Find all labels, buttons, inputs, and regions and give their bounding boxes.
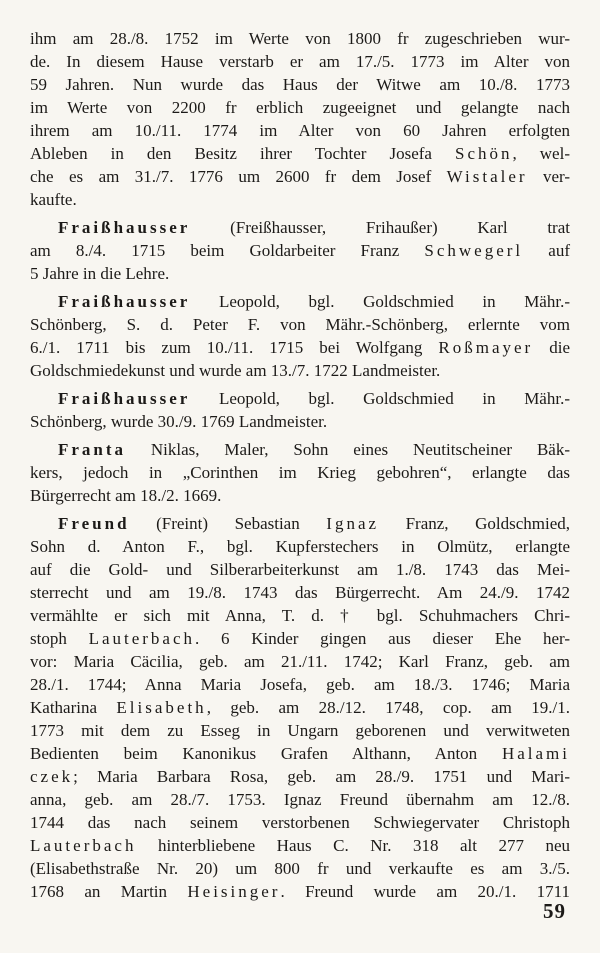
text-line [30, 535, 570, 558]
entry-headword: Fraißhausser [58, 218, 191, 237]
text-run: 59 Jahren. Nun wurde das Haus der Witwe am 10./8. 1773 [30, 75, 570, 94]
text-run: de. In diesem Hause verstarb er am 17./5. 1773 im Alter von [30, 52, 570, 71]
text-run: Franz, Goldschmied, [379, 514, 570, 533]
paragraph [30, 27, 570, 211]
text-run: kaufte. [30, 190, 77, 209]
text-run: (Elisabethstraße Nr. 20) um 800 fr und verkaufte es am 3./5. [30, 859, 570, 878]
text-line [30, 627, 570, 650]
text-run: (Freißhausser, Frihaußer) Karl trat [190, 218, 570, 237]
text-line [30, 581, 570, 604]
text-line [30, 880, 570, 903]
text-line [30, 512, 570, 535]
entry-headword: Franta [58, 440, 127, 459]
paragraph [30, 512, 570, 903]
page-number: 59 [543, 899, 566, 923]
text-line [30, 27, 570, 50]
text-run: auf die Gold- und Silberarbeiterkunst am 1./8. 1743 das Mei- [30, 560, 570, 579]
text-run: (Freint) Sebastian [129, 514, 327, 533]
text-line [30, 290, 570, 313]
text-line [30, 788, 570, 811]
entry-headword: Fraißhausser [58, 389, 191, 408]
text-run: Goldschmiedekunst und wurde am 13./7. 1722 Landmeister. [30, 361, 441, 380]
text-run: ihm am 28./8. 1752 im Werte von 1800 fr zugeschrieben wur- [30, 29, 570, 48]
paragraph [30, 290, 570, 382]
text-run: im Werte von 2200 fr erblich zugeeignet und gelangte nach [30, 98, 570, 117]
text-run: 6./1. 1711 bis zum 10./11. 1715 bei Wolfgang [30, 338, 439, 357]
text-run: , wel- [512, 144, 570, 163]
text-run: vermählte er sich mit Anna, T. d. † bgl. Schuhmachers Chri- [30, 606, 570, 625]
text-run: Ableben in den Besitz ihrer Tochter Josefa [30, 144, 455, 163]
text-line [30, 673, 570, 696]
text-run: . 6 Kinder gingen aus dieser Ehe her- [195, 629, 570, 648]
paragraph [30, 438, 570, 507]
text-line [30, 719, 570, 742]
text-run: ihrem am 10./11. 1774 im Alter von 60 Jahren erfolgten [30, 121, 570, 140]
text-run: Niklas, Maler, Sohn eines Neutitscheiner Bäk- [126, 440, 570, 459]
text-run: stoph [30, 629, 89, 648]
text-line [30, 188, 570, 211]
text-line [30, 387, 570, 410]
text-run: ver- [527, 167, 571, 186]
page-text-block [30, 27, 570, 903]
text-run: vor: Maria Cäcilia, geb. am 21./11. 1742; Karl Franz, geb. am [30, 652, 570, 671]
text-run: . Freund wurde am 20./1. 1711 [280, 882, 570, 901]
text-line [30, 313, 570, 336]
letterspaced-name: Roßmayer [438, 338, 534, 357]
paragraph [30, 216, 570, 285]
letterspaced-name: Lauterbach [88, 629, 196, 648]
letterspaced-name: Schön [455, 144, 513, 163]
text-line [30, 239, 570, 262]
text-line [30, 410, 570, 433]
text-line [30, 216, 570, 239]
text-run: che es am 31./7. 1776 um 2600 fr dem Josef [30, 167, 447, 186]
letterspaced-name: Halami [501, 744, 570, 763]
letterspaced-name: Elisabeth [116, 698, 207, 717]
text-run: , geb. am 28./12. 1748, cop. am 19./1. [206, 698, 570, 717]
text-run: Leopold, bgl. Goldschmied in Mähr.- [190, 389, 570, 408]
entry-headword: Fraißhausser [58, 292, 191, 311]
text-run: 5 Jahre in die Lehre. [30, 264, 170, 283]
text-line [30, 359, 570, 382]
letterspaced-name: Schwegerl [424, 241, 524, 260]
text-line [30, 165, 570, 188]
text-run: Schönberg, wurde 30./9. 1769 Landmeister. [30, 412, 328, 431]
text-run: 1768 an Martin [30, 882, 188, 901]
text-line [30, 119, 570, 142]
text-run: Schönberg, S. d. Peter F. von Mähr.-Schönberg, erlernte vom [30, 315, 570, 334]
text-run: ; Maria Barbara Rosa, geb. am 28./9. 1751 und Mari- [73, 767, 570, 786]
text-run: 1744 das nach seinem verstorbenen Schwiegervater Christoph [30, 813, 570, 832]
letterspaced-name: Ignaz [326, 514, 380, 533]
text-line [30, 336, 570, 359]
letterspaced-name: czek [30, 767, 74, 786]
text-line [30, 857, 570, 880]
text-run: auf [523, 241, 570, 260]
text-line [30, 742, 570, 765]
text-run: Katharina [30, 698, 117, 717]
text-line [30, 558, 570, 581]
text-run: sterrecht und am 19./8. 1743 das Bürgerrecht. Am 24./9. 1742 [30, 583, 570, 602]
text-line [30, 96, 570, 119]
text-run: hinterbliebene Haus C. Nr. 318 alt 277 neu [136, 836, 570, 855]
text-line [30, 461, 570, 484]
text-run: die [533, 338, 570, 357]
text-run: Leopold, bgl. Goldschmied in Mähr.- [190, 292, 570, 311]
letterspaced-name: Lauterbach [30, 836, 137, 855]
text-line [30, 50, 570, 73]
text-run: 28./1. 1744; Anna Maria Josefa, geb. am 18./3. 1746; Maria [30, 675, 570, 694]
letterspaced-name: Heisinger [187, 882, 281, 901]
text-line [30, 484, 570, 507]
letterspaced-name: Wistaler [446, 167, 528, 186]
text-run: Bürgerrecht am 18./2. 1669. [30, 486, 222, 505]
text-line [30, 262, 570, 285]
text-line [30, 696, 570, 719]
text-line [30, 604, 570, 627]
text-run: Bedienten beim Kanonikus Grafen Althann, Anton [30, 744, 502, 763]
paragraph [30, 387, 570, 433]
text-run: Sohn d. Anton F., bgl. Kupferstechers in Olmütz, erlangte [30, 537, 570, 556]
entry-headword: Freund [58, 514, 130, 533]
text-line [30, 765, 570, 788]
text-run: anna, geb. am 28./7. 1753. Ignaz Freund übernahm am 12./8. [30, 790, 570, 809]
text-line [30, 142, 570, 165]
text-run: am 8./4. 1715 beim Goldarbeiter Franz [30, 241, 425, 260]
text-line [30, 650, 570, 673]
text-line [30, 834, 570, 857]
text-line [30, 811, 570, 834]
text-line [30, 438, 570, 461]
text-line [30, 73, 570, 96]
text-run: 1773 mit dem zu Esseg in Ungarn geborenen und verwitweten [30, 721, 570, 740]
text-run: kers, jedoch in „Corinthen im Krieg gebohren“, erlangte das [30, 463, 570, 482]
